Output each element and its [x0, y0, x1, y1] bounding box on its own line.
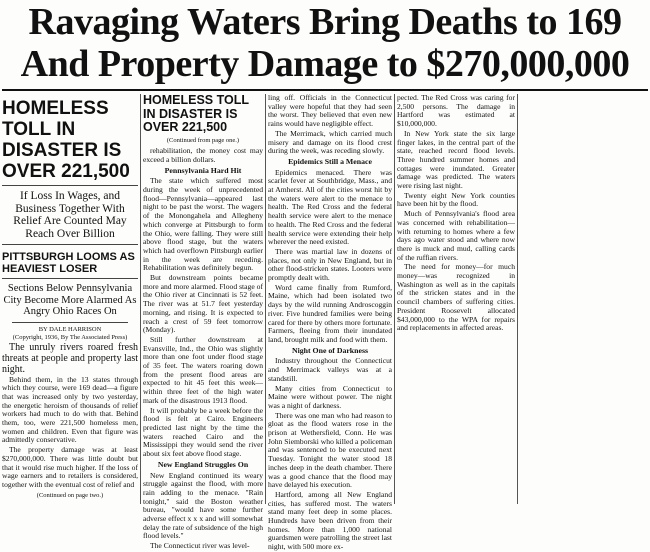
paragraph: The Connecticut river was level-: [150, 541, 250, 551]
column-1-deck: If Loss In Wages, and Business Together With Relief Are Counted May Reach Over Billion: [13, 190, 127, 240]
column-1: [2, 94, 138, 504]
paragraph: The property damage was at least $270,000,000. There was little doubt but that it would rise much higher. If the loss of wage earners and to retailers is considered, together with the eventual cost of relief and: [2, 445, 138, 489]
column-2: [143, 93, 263, 551]
paragraph: New England continued its weary struggle against the flood, with more rain adding to the menace. "Rain tonight," said the Boston weather bureau, "would have some further adverse effect x x x and will somewhat delay the rate of subsidence of the high flood levels.": [143, 470, 263, 541]
lead-paragraph: The unruly rivers roared fresh threats at people and property last night.: [2, 341, 138, 375]
divider: [2, 278, 138, 279]
paragraph: Epidemics menaced. There was scarlet fever at Southbridge, Mass., and at Amherst. All of the cities worst hit by the waters were alert to the menace to health. The Red Cross and the federal health service were alert to the menace to health. The Red Cross and the federal health service were extending their help wherever the need existed.: [268, 167, 392, 247]
continued-note: (Continued on page two.): [36, 491, 104, 499]
paragraph: Behind them, in the 13 states through which they course, were 169 dead—a figure that was increased only by two yesterday, the energetic heroism of thousands of relief workers had much to do with that. Behind them, too, were 221,500 homeless men, women and children. Even that figure was admittedly conservative.: [2, 374, 138, 445]
section-heading: Pennsylvania Hard Hit: [164, 165, 242, 175]
column-5-blank: [520, 94, 648, 504]
paragraph: In New York state the six large finger lakes, in the central part of the state, reached record flood levels. Three hundred summer homes and cottages were inundated. Greater damage was predicted. The waters were rising last night.: [397, 128, 515, 191]
section-heading: Epidemics Still a Menace: [288, 156, 372, 166]
paragraph: Word came finally from Rumford, Maine, which had been isolated two days by the wild running Androscoggin river. Five hundred families were being cared for there by others more fortunate. Farmers, fleeing from their inundated land, brought milk and food with them.: [268, 282, 392, 344]
paragraph: Many cities from Connecticut to Maine were without power. The night was a night of darkness.: [268, 383, 392, 410]
divider: [2, 185, 138, 186]
column-divider: [265, 94, 266, 504]
column-4: [397, 94, 515, 504]
paragraph: The Merrimack, which carried much misery and damage on its flood crest during the week, was receding slowly.: [268, 128, 392, 156]
column-1-headline: HOMELESS TOLL IN DISASTER IS OVER 221,500: [2, 98, 130, 182]
column-divider: [394, 94, 395, 504]
paragraph: Still further downstream at Evansville, Ind., the Ohio was slightly more than one foot under flood stage of 35 feet. The waters roaring down from the present flood areas are expected to hit 45 feet this week—within three feet of the high water mark of the disastrous 1913 flood.: [143, 334, 263, 405]
headline-rule: [2, 89, 648, 91]
divider: [2, 244, 138, 245]
continued-note: (Continued from page one.): [166, 136, 240, 144]
paragraph: The need for money—for much money—was recognized in Washington as well as in the capitals of the stricken states and in the council chambers of suffering cities. President Roosevelt allocated $43,000,000 to the WPA for repairs and replacements in affected areas.: [397, 262, 515, 333]
paragraph: ling off. Officials in the Connecticut valley were hopeful that they had seen the worst. They believed that even new rains would have negligible effect.: [268, 93, 392, 129]
paragraph: rehabilitation, the money cost may exceed a billion dollars.: [143, 146, 263, 164]
paragraph: Industry throughout the Connecticut and Merrimack valleys was at a standstill.: [268, 356, 392, 383]
paragraph: There was martial law in dozens of places, not only in New England, but in other flood-stricken states. Looters were promptly dealt with.: [268, 246, 392, 283]
column-2-headline: HOMELESS TOLL IN DISASTER IS OVER 221,500: [143, 93, 249, 134]
column-1-second-deck: Sections Below Pennsylvania City Become More Alarmed As Angry Ohio Races On: [3, 283, 137, 317]
paragraph: There was one man who had reason to gloat as the flood waters rose in the prison at Wethersfield, Conn. He was John Siemborski who killed a policeman and was sentenced to be executed next Tuesday. Tonight the water stood 18 inches deep in the death chamber. There was a good chance that the flood may have delayed his execution.: [268, 410, 392, 490]
byline: BY DALE HARRISON: [38, 325, 102, 333]
column-1-second-headline: PITTSBURGH LOOMS AS HEAVIEST LOSER: [2, 251, 135, 275]
copyright-line: (Copyright, 1936, By The Associated Press): [12, 333, 128, 341]
section-heading: Night One of Darkness: [291, 345, 369, 355]
paragraph: Twenty eight New York counties have been hit by the flood.: [397, 190, 515, 209]
headline-line-1: Ravaging Waters Bring Deaths to 169: [28, 1, 622, 43]
divider: [12, 322, 128, 323]
headline-line-2: And Property Damage to $270,000,000: [20, 43, 630, 85]
column-3: [268, 93, 392, 552]
column-divider: [140, 94, 141, 504]
column-divider: [517, 94, 518, 504]
paragraph: Hartford, among all New England cities, has suffered most. The waters stand many feet deep in some places. Hundreds have been driven from their homes. More than 1,000 national guardsmen were patrolling the street last night, with 500 more ex-: [268, 489, 392, 552]
paragraph: pected. The Red Cross was caring for 2,500 persons. The damage in Hartford was estimated at $10,000,000.: [397, 93, 515, 129]
paragraph: It will probably be a week before the flood is felt at Cairo. Engineers predicted last night by the time the waters reached Cairo and the Mississippi they would send the river about six feet above flood stage.: [143, 405, 263, 459]
section-heading: New England Struggles On: [157, 459, 249, 469]
paragraph: The state which suffered most during the week of unprecedented flood—Pennsylvania—appeared last night to be past the worst. The wagers of the Monongahela and Allegheny which converge at Pittsburgh to form the Ohio, were falling. They were still above flood stage, but the waters which had overflown Pittsburgh earlier in the week are receding. Rehabilitation was definitely begun.: [143, 176, 263, 273]
paragraph: But downstream points became more and more alarmed. Flood stage of the Ohio river at Cincinnati is 52 feet. The river was at 51.7 feet yesterday morning, and rising. It is expected to reach a crest of 59 feet tomorrow (Monday).: [143, 273, 263, 335]
paragraph: Much of Pennsylvania's flood area was concerned with rehabilitation—with returning to homes where a few days ago water stood and where now there is muck and mud, calling cards of the ruffian rivers.: [397, 209, 515, 262]
